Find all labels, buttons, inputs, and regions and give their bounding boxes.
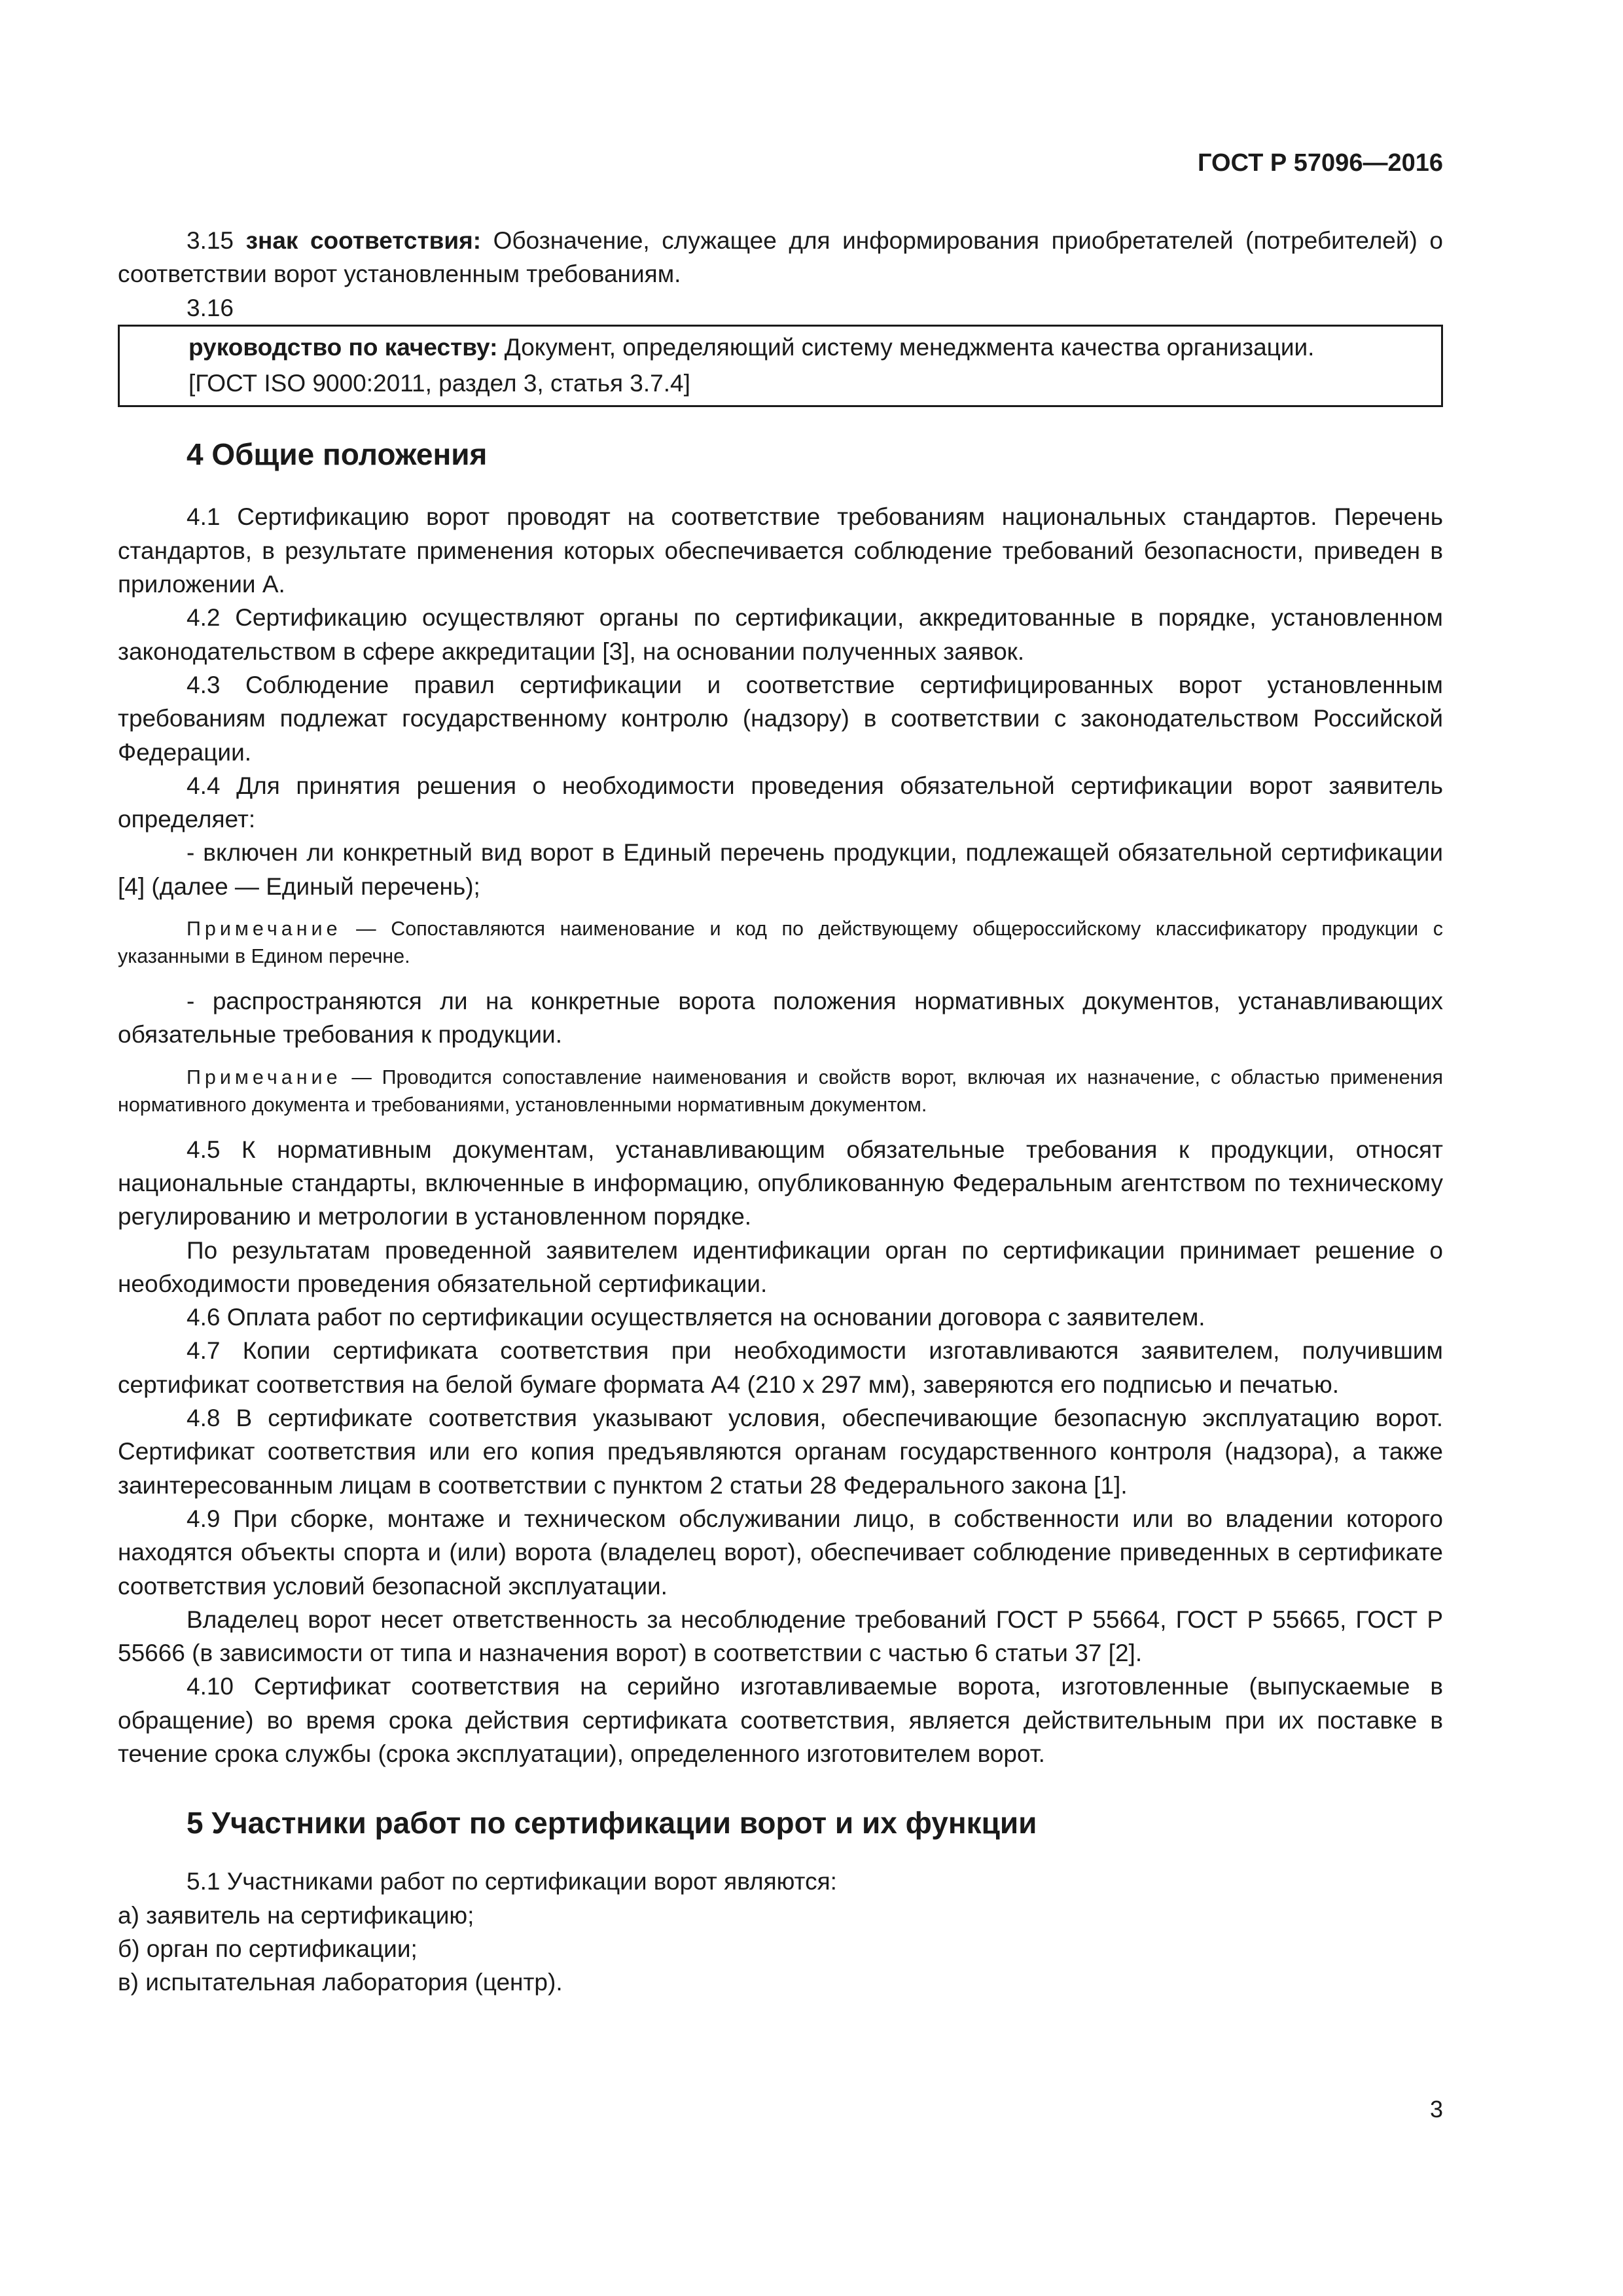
- list-item-a: а) заявитель на сертификацию;: [118, 1901, 474, 1929]
- paragraph-4-8: 4.8 В сертификате соответствия указывают условия, обеспечивающие безопасную эксплуатацию ворот. Сертификат соответствия или его копия предъявляются органам государственного контроля (надзора), а также заинтересованным лицам в соответствии с пунктом 2 статьи 28 Федерального закона [1].: [118, 1405, 1443, 1499]
- clause-number: 3.15: [187, 227, 246, 254]
- paragraph-4-10: 4.10 Сертификат соответствия на серийно изготавливаемые ворота, изготовленные (выпускаемые в обращение) во время срока действия сертификата соответствия, является действительным при их поставке в течение срока службы (срока эксплуатации), определенного изготовителем ворот.: [118, 1673, 1443, 1767]
- paragraph-4-2: 4.2 Сертификацию осуществляют органы по сертификации, аккредитованные в порядке, установленном законодательством в сфере аккредитации [3], на основании полученных заявок.: [118, 604, 1443, 665]
- note-2: [118, 1064, 1443, 1119]
- definition-source: [ГОСТ ISO 9000:2011, раздел 3, статья 3.7.4]: [188, 370, 690, 397]
- term: руководство по качеству:: [188, 333, 498, 361]
- paragraph-4-9-cont: Владелец ворот несет ответственность за несоблюдение требований ГОСТ Р 55664, ГОСТ Р 55665, ГОСТ Р 55666 (в зависимости от типа и назначения ворот) в соответствии с частью 6 статьи 37 [2].: [118, 1605, 1443, 1667]
- definition-3-16: [120, 331, 1428, 364]
- page-number: 3: [1429, 2096, 1443, 2123]
- definition-text: Документ, определяющий систему менеджмента качества организации.: [497, 333, 1315, 361]
- paragraph-4-5: 4.5 К нормативным документам, устанавливающим обязательные требования к продукции, относят национальные стандарты, включенные в информацию, опубликованную Федеральным агентством по техническому регулированию и метрологии в установленном порядке.: [118, 1136, 1443, 1230]
- clause-number-3-16: 3.16: [187, 294, 234, 321]
- term: знак соответствия:: [245, 227, 482, 254]
- paragraph-4-5-cont: По результатам проведенной заявителем идентификации орган по сертификации принимает решение о необходимости проведения обязательной сертификации.: [118, 1236, 1443, 1297]
- note-1: [118, 915, 1443, 970]
- paragraph-4-1: 4.1 Сертификацию ворот проводят на соответствие требованиям национальных стандартов. Перечень стандартов, в результате применения которых обеспечивается соблюдение требований безопасности, приведен в приложении А.: [118, 503, 1443, 598]
- paragraph-4-7: 4.7 Копии сертификата соответствия при необходимости изготавливаются заявителем, получившим сертификат соответствия на белой бумаге формата А4 (210 х 297 мм), заверяются его подписью и печатью.: [118, 1337, 1443, 1398]
- section-4-title: 4 Общие положения: [187, 437, 488, 472]
- definition-box-3-16: [118, 325, 1443, 408]
- paragraph-5-1: 5.1 Участниками работ по сертификации ворот являются:: [187, 1868, 837, 1895]
- list-item-2: - распространяются ли на конкретные ворота положения нормативных документов, устанавливающих обязательные требования к продукции.: [118, 988, 1443, 1049]
- list-item-1: - включен ли конкретный вид ворот в Единый перечень продукции, подлежащей обязательной сертификации [4] (далее — Единый перечень);: [118, 839, 1443, 900]
- body-text: [118, 224, 1443, 1999]
- definition-3-15: [118, 224, 1443, 291]
- note-label: Примечание: [187, 918, 342, 941]
- note-label: Примечание: [187, 1066, 342, 1088]
- section-5-title: 5 Участники работ по сертификации ворот и их функции: [187, 1806, 1037, 1840]
- definition-text: Обозначение, служащее для информирования приобретателей (потребителей) о соответствии ворот установленным требованиям.: [118, 227, 1443, 288]
- paragraph-4-3: 4.3 Соблюдение правил сертификации и соответствие сертифицированных ворот установленным требованиям подлежат государственному контролю (надзору) в соответствии с законодательством Российской Федерации.: [118, 671, 1443, 766]
- list-item-b: б) орган по сертификации;: [118, 1935, 418, 1962]
- note-text: — Сопоставляются наименование и код по действующему общероссийскому классификатору продукции с указанными в Едином перечне.: [118, 918, 1443, 968]
- paragraph-4-4: 4.4 Для принятия решения о необходимости проведения обязательной сертификации ворот заявитель определяет:: [118, 772, 1443, 833]
- note-text: — Проводится сопоставление наименования и свойств ворот, включая их назначение, с областью применения нормативного документа и требованиями, установленными нормативным документом.: [118, 1066, 1443, 1116]
- paragraph-4-6: 4.6 Оплата работ по сертификации осуществляется на основании договора с заявителем.: [187, 1304, 1205, 1331]
- document-header: ГОСТ Р 57096—2016: [1198, 149, 1443, 177]
- list-item-c: в) испытательная лаборатория (центр).: [118, 1969, 563, 1996]
- paragraph-4-9: 4.9 При сборке, монтаже и техническом обслуживании лицо, в собственности или во владении которого находятся объекты спорта и (или) ворота (владелец ворот), обеспечивает соблюдение приведенных в сертификате соответствия условий безопасной эксплуатации.: [118, 1505, 1443, 1600]
